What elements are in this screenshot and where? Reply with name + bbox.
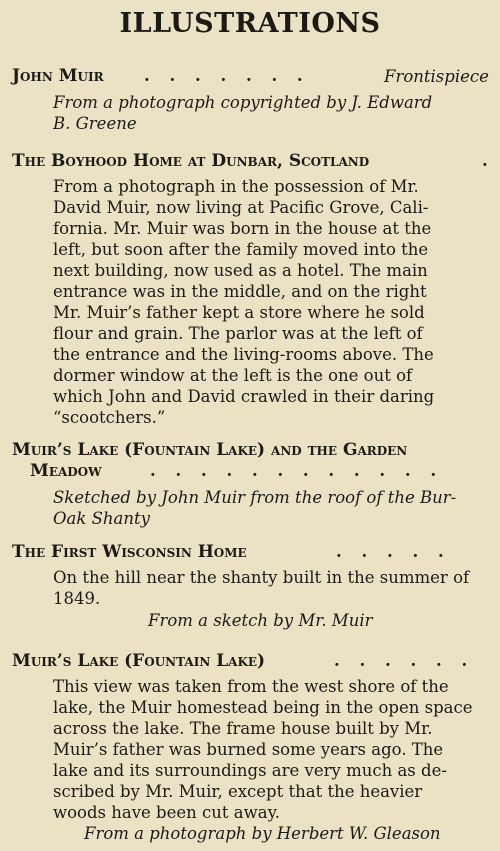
photo-credit: From a photograph copyrighted by J. Edward <box>53 93 433 112</box>
description-line: “scootchers.” <box>53 408 166 427</box>
description-line: scribed by Mr. Muir, except that the heavier <box>53 782 423 801</box>
description-line: lake, the Muir homestead being in the open space <box>53 698 473 717</box>
entry-title: The Boyhood Home at Dunbar, Scotland <box>12 151 370 171</box>
description-line: Muir’s father was burned some years ago. The <box>53 740 444 759</box>
dot-leader: . <box>482 151 495 170</box>
description-line: woods have been cut away. <box>53 803 280 822</box>
description-line: next building, now used as a hotel. The main <box>53 261 428 280</box>
description-line: fornia. Mr. Muir was born in the house at the <box>53 219 432 238</box>
entry-title-continued: Meadow <box>30 461 102 481</box>
description-line: left, but soon after the family moved into the <box>53 240 429 259</box>
description-line: David Muir, now living at Pacific Grove, Cali- <box>53 198 429 217</box>
page-title: ILLUSTRATIONS <box>119 8 381 39</box>
dot-leader: . . . . . . . . . . . . <box>150 461 444 480</box>
page-reference: Frontispiece <box>384 67 489 86</box>
entry-title: John Muir <box>12 66 104 86</box>
description-line: across the lake. The frame house built by Mr. <box>53 719 433 738</box>
description-line: Mr. Muir’s father kept a store where he sold <box>53 303 425 322</box>
dot-leader: . . . . . <box>336 542 451 561</box>
photo-credit: From a photograph by Herbert W. Gleason <box>84 824 441 843</box>
entry-title: The First Wisconsin Home <box>12 542 247 562</box>
sketch-credit: Sketched by John Muir from the roof of the Bur- <box>53 488 457 507</box>
sketch-credit: From a sketch by Mr. Muir <box>148 611 373 630</box>
description-line: which John and David crawled in their daring <box>53 387 435 406</box>
description-line: entrance was in the middle, and on the right <box>53 282 427 301</box>
photo-credit: B. Greene <box>53 114 137 133</box>
description-line: dormer window at the left is the one out of <box>53 366 413 385</box>
entry-title: Muir’s Lake (Fountain Lake) <box>12 651 266 671</box>
description-line: 1849. <box>53 589 101 608</box>
sketch-credit: Oak Shanty <box>53 509 150 528</box>
description-line: From a photograph in the possession of Mr. <box>53 177 419 196</box>
entry-title: Muir’s Lake (Fountain Lake) and the Garden <box>12 440 408 460</box>
dot-leader: . . . . . . . <box>144 66 310 85</box>
description-line: lake and its surroundings are very much as de- <box>53 761 447 780</box>
description-line: On the hill near the shanty built in the summer of <box>53 568 470 587</box>
dot-leader: . . . . . . <box>334 651 475 670</box>
description-line: the entrance and the living-rooms above. The <box>53 345 434 364</box>
description-line: flour and grain. The parlor was at the left of <box>53 324 423 343</box>
description-line: This view was taken from the west shore of the <box>53 677 449 696</box>
